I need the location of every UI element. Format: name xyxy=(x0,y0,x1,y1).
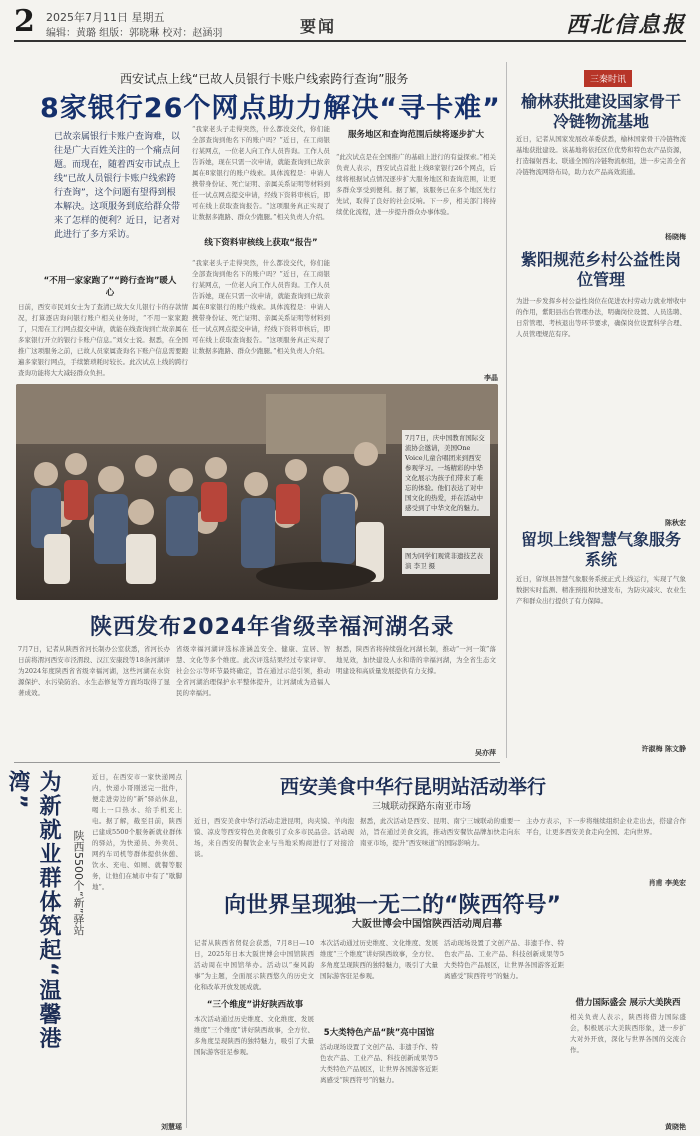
story2-body-col1: 7月7日，记者从陕西省河长制办公室获悉，省河长办日前将渭河西安市泾渭段、汉江安康段等18条河湖评为2024年度陕西省省级幸福河湖，这些河湖在水资源保护、水污染防治、水生态修复等方面均取得了显著成效。 xyxy=(18,645,170,697)
story1-headline: 8家银行26个网点助力解决“寻卡难” xyxy=(40,93,501,124)
story5-headline: 向世界呈现独一无二的“陕西符号” xyxy=(224,893,561,918)
section-title: 要闻 xyxy=(300,17,337,36)
story1-subhead-1: “不用一家家跑了”“跨行查询”暖人心 xyxy=(43,276,177,298)
story4-body-col3: 主办方表示，下一步将继续组织企业走出去，搭建合作平台，让更多西安美食走向全国、走向世界。 xyxy=(526,817,686,836)
sidebar-divider xyxy=(506,62,507,758)
story5-body-col4: 相关负责人表示，陕西将借力国际盛会，积极展示大美陕西形象，进一步扩大对外开放，深化与世界各国的交流合作。 xyxy=(570,1013,686,1054)
masthead-rule xyxy=(14,40,686,42)
story5-subhead-3: 借力国际盛会 展示大美陕西 xyxy=(575,998,681,1008)
story4-byline: 肖甫 李美宏 xyxy=(648,879,686,887)
sidebar-tag: 三秦时讯 xyxy=(584,70,632,87)
photo-caption: 7月7日，庆中国教育国际交流协会邀请，美国One Voice儿童合唱团来到西安参观学习。一场精彩的中华文化展示为孩子们带来了难忘的体验。他们表达了对中国文化的热爱，并在活动中感受到了中华文化的魅力。 xyxy=(402,430,490,516)
story5-byline: 黄晓艳 xyxy=(665,1123,686,1131)
story2-byline: 吴亦萍 xyxy=(475,749,496,757)
column-divider xyxy=(186,770,187,1128)
story4-subhead: 三城联动探路东南亚市场 xyxy=(372,802,472,812)
story4-body-col2: 据悉，此次活动是西安、昆明、南宁三城联动的重要一站，旨在通过美食交流，推动西安餐饮品牌加快走向东南亚市场，提升“西安味道”的国际影响力。 xyxy=(360,817,520,847)
story2-body-col2: 省级幸福河湖评选标准涵盖安全、健康、宜居、智慧、文化等多个维度。此次评选结果经过专家评审、社会公示等环节最终确定，旨在通过示范引领，推动全省河湖治理保护水平整体提升，让河湖成为造福人民的幸福河。 xyxy=(176,645,330,697)
sidebar-item1-body: 近日，记者从国家发展改革委获悉，榆林国家骨干冷链物流基地获批建设。该基地将依托区位优势和特色农产品资源，打造辐射西北、联通全国的冷链物流枢纽，进一步完善全省冷链物流网络布局，助力农产品高效流通。 xyxy=(516,135,686,176)
story5-body-col2b: 活动现场设置了文创产品、非遗手作、特色农产品、工业产品、科技创新成果等5大类特色产品展区，让世界各国游客近距离感受“陕西符号”的魅力。 xyxy=(320,1043,438,1084)
story5-body-col2a: 本次活动通过历史维度、文化维度、发展维度“三个维度”讲好陕西故事，全方位、多角度呈现陕西的独特魅力，吸引了大量国际游客驻足参观。 xyxy=(320,939,438,980)
story1-lead: 已故亲属银行卡账户查询难，以往是广大百姓关注的一个痛点问题。而现在，随着西安市试点上线“已故人员银行卡账户线索跨行查询”，这个问题有望得到根本解决。这项服务到底给群众带来了怎样的便利？近日，记者对此进行了多方采访。 xyxy=(54,132,181,240)
sidebar-item1-title: 榆林获批建设国家骨干冷链物流基地 xyxy=(520,92,681,131)
photo-credit: 图为同学们观赏非遗技艺表演 李卫 摄 xyxy=(402,548,490,574)
story1-kicker: 西安试点上线“已故人员银行卡账户线索跨行查询”服务 xyxy=(120,72,409,86)
story4-body-col1: 近日，西安美食中华行活动走进昆明，肉夹馍、羊肉泡馍、凉皮等西安特色美食吸引了众多市民品尝。活动现场，来自西安的餐饮企业与当地采购商进行了对接洽谈。 xyxy=(194,817,354,858)
story5-body-col1b: 本次活动通过历史维度、文化维度、发展维度“三个维度”讲好陕西故事，全方位、多角度呈现陕西的独特魅力，吸引了大量国际游客驻足参观。 xyxy=(194,1015,314,1056)
story5-subhead-2: 5大类特色产品“陕”亮中国馆 xyxy=(323,1028,435,1038)
story5-body-col1a: 记者从陕西省贸促会获悉，7月8日—10日，2025年日本大阪世博会中国馆陕西活动周在中国馆举办。活动以“秦风韵事”为主题，全面展示陕西悠久的历史文化和改革开放发展成就。 xyxy=(194,939,314,991)
sidebar-item2-body: 为进一步发挥乡村公益性岗位在促进农村劳动力就业增收中的作用，紫阳县出台管理办法，明确岗位设置、人员选聘、日常管理、考核退出等环节要求，确保岗位设置科学合理、人员管理规范有序。 xyxy=(516,297,686,338)
story4-headline: 西安美食中华行昆明站活动举行 xyxy=(280,776,547,798)
page-number: 2 xyxy=(14,4,35,39)
story1-body-col2a: “我家老头子走得突然，什么都没交代，你们能全部查询到他名下的账户吗？”近日，在工商银行某网点，一位老人向工作人员咨询。工作人员告诉她，现在只需一次申请，就能查询到已故亲属在8家银行的账户线索。具体流程是：申请人携带身份证、死亡证明、亲属关系证明等材料到任一试点网点提交申请，经线下资料审核后，即可在线上获取查询报告。“这项服务真正实现了让数据多跑路、群众少跑腿。”相关负责人介绍。 xyxy=(192,125,330,221)
section-divider xyxy=(14,762,500,763)
story1-subhead-3: 服务地区和查询范围后续将逐步扩大 xyxy=(347,130,484,140)
story3-byline: 刘慧瑶 xyxy=(161,1123,182,1131)
sidebar-item3-byline: 许淑梅 陈文静 xyxy=(641,745,686,753)
story1-body-col2b: “我家老头子走得突然，什么都没交代，你们能全部查询到他名下的账户吗？”近日，在工商银行某网点，一位老人向工作人员咨询。工作人员告诉她，现在只需一次申请，就能查询到已故亲属在8家银行的账户线索。具体流程是：申请人携带身份证、死亡证明、亲属关系证明等材料到任一试点网点提交申请，经线下资料审核后，即可在线上获取查询报告。“这项服务真正实现了让数据多跑路、群众少跑腿。”相关负责人介绍。 xyxy=(192,259,330,355)
story5-body-col3: 活动现场设置了文创产品、非遗手作、特色农产品、工业产品、科技创新成果等5大类特色产品展区，让世界各国游客近距离感受“陕西符号”的魅力。 xyxy=(444,939,564,980)
sidebar-item3-body: 近日，留坝县智慧气象服务系统正式上线运行，实现了气象数据实时监测、精准预报和快速发布，为防灾减灾、农业生产和群众出行提供了有力保障。 xyxy=(516,575,686,605)
story3-body: 近日，在西安市一家快递网点内，快递小哥刚送完一批件，便走进旁边的“新”驿站休息，喝上一口热水、给手机充上电。据了解，截至目前，陕西已建成5500个服务新就业群体的驿站，为快递员、外卖员、网约车司机等群体提供休憩、饮水、充电、如厕、就餐等服务，让他们在城市中有了“歇脚地”。 xyxy=(92,773,182,891)
sidebar-item1-byline: 杨晓梅 xyxy=(665,233,686,241)
editor-line: 编辑：黄璐 组版：郭晓琳 校对：赵涵羽 xyxy=(46,28,223,39)
story5-subhead-1: “三个维度”讲好陕西故事 xyxy=(206,1000,304,1010)
story3-vertical-headline: 为新就业群体筑起“温馨港湾” xyxy=(5,770,61,1051)
story2-body-col3: 据悉，陕西省将持续强化河湖长制，推动“一河一策”落地见效，加快建设人水和谐的幸福河湖，为全省生态文明建设和高质量发展提供有力支撑。 xyxy=(336,645,496,675)
sidebar-item2-title: 紫阳规范乡村公益性岗位管理 xyxy=(520,250,681,289)
sidebar-item2-byline: 陈秋宏 xyxy=(665,519,686,527)
issue-date: 2025年7月11日 星期五 xyxy=(46,11,165,24)
story2-headline: 陕西发布2024年省级幸福河湖名录 xyxy=(90,615,455,640)
story1-subhead-2: 线下资料审核线上获取“报告” xyxy=(204,238,318,248)
story5-subhead: 大阪世博会中国馆陕西活动周启幕 xyxy=(352,919,502,930)
newspaper-logo: 西北信息报 xyxy=(565,12,686,38)
story1-body-col1: 日前，西安市民刘女士为了查清已故大女儿银行卡的存款情况，打算逐店询问银行账户相关业务时，“不用一家家跑了，只需在工行网点提交申请，就能在线查询到亡故亲属在多家银行开立的银行卡账户信息。”刘女士说。据悉，在全国推广这项服务之前，已故人员家属查询名下账户信息需要跑遍多家银行网点，手续繁琐耗时较长。此次试点上线的跨行查询功能将大大减轻群众负担。 xyxy=(18,303,188,377)
story1-body-col3: “此次试点是在全国推广的基础上进行的有益探索。”相关负责人表示，西安试点首批上线8家银行26个网点，后续将根据试点情况逐步扩大服务地区和查询范围，让更多群众享受到便利。据了解，该服务已在多个地区先行先试，取得了良好的社会反响。下一步，相关部门将持续优化流程，进一步提升群众办事体验。 xyxy=(336,153,496,216)
story1-byline: 李晶 xyxy=(484,374,498,382)
story3-vertical-subhead: 陕西5500个“新”驿站 xyxy=(72,830,85,936)
sidebar-item3-title: 留坝上线智慧气象服务系统 xyxy=(520,530,681,569)
